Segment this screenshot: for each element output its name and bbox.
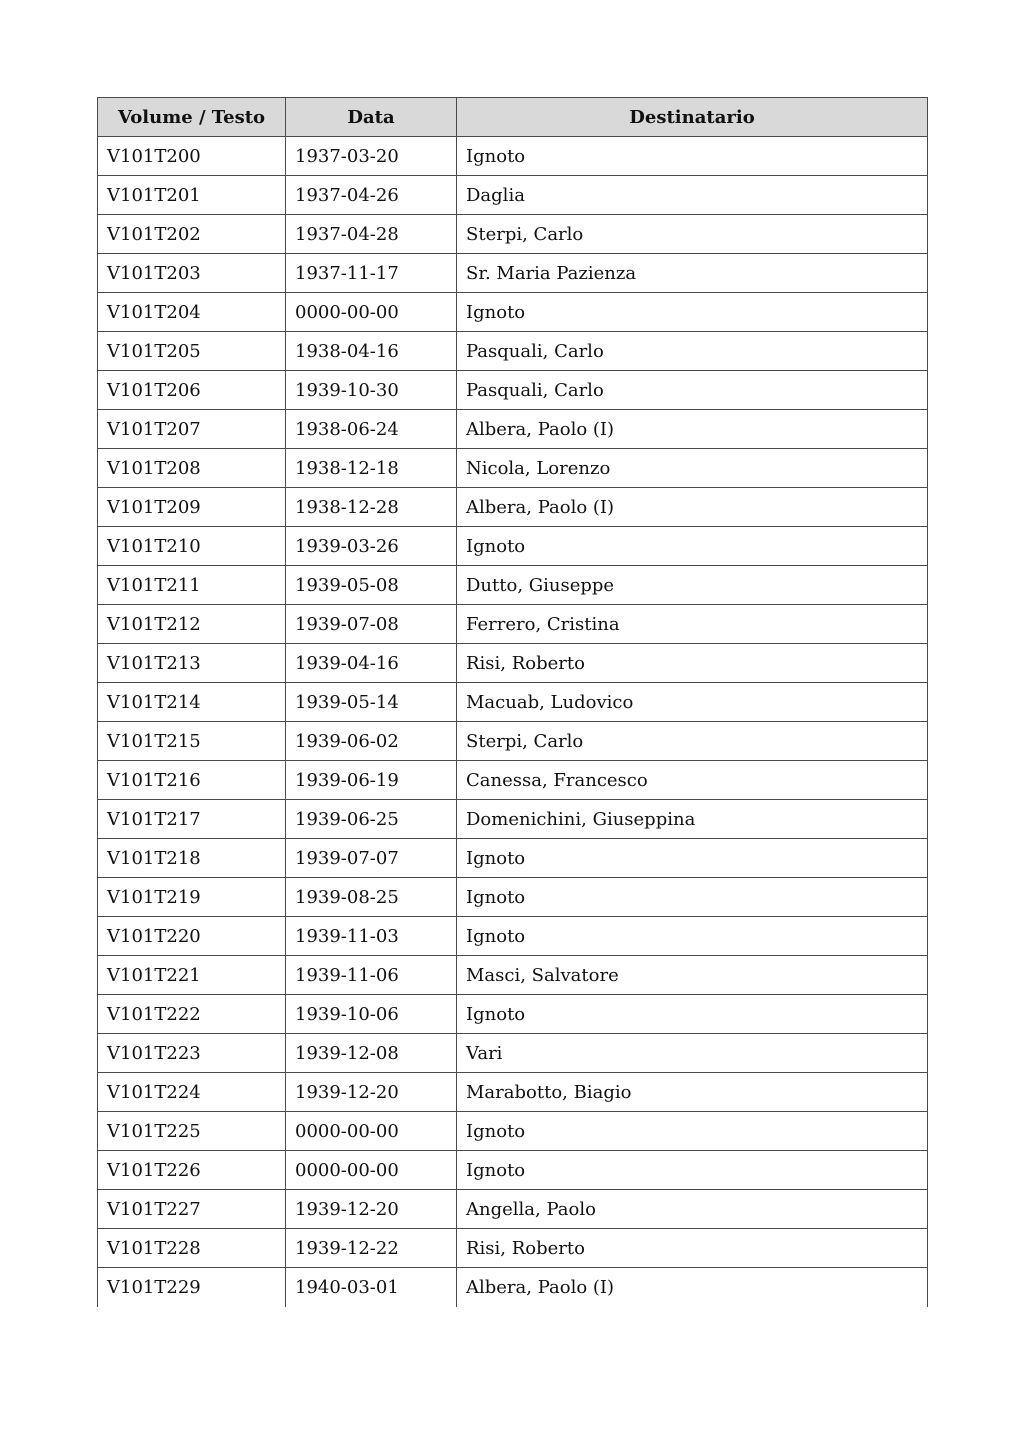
- table-row: [98, 1151, 928, 1190]
- cell-data: 1939-06-02: [286, 722, 457, 761]
- cell-volume-testo: V101T219: [98, 878, 286, 917]
- table-row: [98, 293, 928, 332]
- cell-destinatario: Nicola, Lorenzo: [457, 449, 928, 488]
- cell-data: 1937-04-28: [286, 215, 457, 254]
- cell-data: 0000-00-00: [286, 293, 457, 332]
- table-row: [98, 1190, 928, 1229]
- cell-volume-testo: V101T226: [98, 1151, 286, 1190]
- column-header-volume-testo: Volume / Testo: [98, 98, 286, 137]
- cell-destinatario: Pasquali, Carlo: [457, 332, 928, 371]
- cell-volume-testo: V101T207: [98, 410, 286, 449]
- cell-volume-testo: V101T209: [98, 488, 286, 527]
- cell-data: 1939-04-16: [286, 644, 457, 683]
- cell-destinatario: Ignoto: [457, 137, 928, 176]
- table-row: [98, 449, 928, 488]
- cell-destinatario: Pasquali, Carlo: [457, 371, 928, 410]
- column-header-destinatario: Destinatario: [457, 98, 928, 137]
- cell-data: 1938-12-18: [286, 449, 457, 488]
- cell-destinatario: Angella, Paolo: [457, 1190, 928, 1229]
- cell-volume-testo: V101T208: [98, 449, 286, 488]
- cell-data: 1937-04-26: [286, 176, 457, 215]
- table-row: [98, 527, 928, 566]
- cell-volume-testo: V101T201: [98, 176, 286, 215]
- document-page: [97, 97, 927, 1307]
- table-row: [98, 605, 928, 644]
- cell-destinatario: Daglia: [457, 176, 928, 215]
- cell-destinatario: Masci, Salvatore: [457, 956, 928, 995]
- cell-data: 1939-11-06: [286, 956, 457, 995]
- cell-volume-testo: V101T215: [98, 722, 286, 761]
- cell-destinatario: Albera, Paolo (I): [457, 410, 928, 449]
- cell-data: 1938-06-24: [286, 410, 457, 449]
- table-row: [98, 1268, 928, 1307]
- table-row: [98, 761, 928, 800]
- cell-data: 1939-12-08: [286, 1034, 457, 1073]
- table-row: [98, 800, 928, 839]
- cell-data: 1939-05-14: [286, 683, 457, 722]
- table-row: [98, 1073, 928, 1112]
- cell-data: 1939-07-07: [286, 839, 457, 878]
- cell-data: 1937-11-17: [286, 254, 457, 293]
- cell-destinatario: Albera, Paolo (I): [457, 1268, 928, 1307]
- table-header-row: [98, 98, 928, 137]
- cell-destinatario: Dutto, Giuseppe: [457, 566, 928, 605]
- cell-volume-testo: V101T202: [98, 215, 286, 254]
- table-row: [98, 566, 928, 605]
- cell-destinatario: Risi, Roberto: [457, 1229, 928, 1268]
- table-row: [98, 1034, 928, 1073]
- cell-volume-testo: V101T200: [98, 137, 286, 176]
- cell-destinatario: Ferrero, Cristina: [457, 605, 928, 644]
- cell-volume-testo: V101T211: [98, 566, 286, 605]
- cell-destinatario: Ignoto: [457, 917, 928, 956]
- cell-volume-testo: V101T204: [98, 293, 286, 332]
- cell-volume-testo: V101T229: [98, 1268, 286, 1307]
- table-row: [98, 956, 928, 995]
- cell-destinatario: Ignoto: [457, 293, 928, 332]
- cell-destinatario: Marabotto, Biagio: [457, 1073, 928, 1112]
- cell-data: 1939-12-20: [286, 1190, 457, 1229]
- table-row: [98, 1229, 928, 1268]
- cell-volume-testo: V101T205: [98, 332, 286, 371]
- table-row: [98, 254, 928, 293]
- cell-destinatario: Sr. Maria Pazienza: [457, 254, 928, 293]
- cell-data: 1939-08-25: [286, 878, 457, 917]
- cell-volume-testo: V101T206: [98, 371, 286, 410]
- cell-data: 1939-06-19: [286, 761, 457, 800]
- table-row: [98, 176, 928, 215]
- cell-destinatario: Ignoto: [457, 1151, 928, 1190]
- cell-volume-testo: V101T217: [98, 800, 286, 839]
- cell-volume-testo: V101T220: [98, 917, 286, 956]
- table-row: [98, 839, 928, 878]
- cell-destinatario: Albera, Paolo (I): [457, 488, 928, 527]
- table-row: [98, 683, 928, 722]
- table-row: [98, 332, 928, 371]
- table-row: [98, 917, 928, 956]
- cell-data: 1939-07-08: [286, 605, 457, 644]
- table-row: [98, 722, 928, 761]
- cell-destinatario: Risi, Roberto: [457, 644, 928, 683]
- cell-volume-testo: V101T214: [98, 683, 286, 722]
- cell-volume-testo: V101T225: [98, 1112, 286, 1151]
- cell-data: 1939-03-26: [286, 527, 457, 566]
- cell-destinatario: Macuab, Ludovico: [457, 683, 928, 722]
- table-row: [98, 410, 928, 449]
- cell-destinatario: Ignoto: [457, 878, 928, 917]
- cell-destinatario: Sterpi, Carlo: [457, 215, 928, 254]
- cell-volume-testo: V101T213: [98, 644, 286, 683]
- cell-volume-testo: V101T218: [98, 839, 286, 878]
- cell-data: 1939-05-08: [286, 566, 457, 605]
- table-row: [98, 137, 928, 176]
- cell-volume-testo: V101T212: [98, 605, 286, 644]
- cell-data: 1938-12-28: [286, 488, 457, 527]
- letters-table: [97, 97, 928, 1307]
- cell-destinatario: Ignoto: [457, 839, 928, 878]
- table-row: [98, 488, 928, 527]
- cell-destinatario: Vari: [457, 1034, 928, 1073]
- table-row: [98, 995, 928, 1034]
- cell-data: 1937-03-20: [286, 137, 457, 176]
- cell-volume-testo: V101T210: [98, 527, 286, 566]
- table-body: [98, 137, 928, 1307]
- table-row: [98, 1112, 928, 1151]
- cell-destinatario: Sterpi, Carlo: [457, 722, 928, 761]
- cell-data: 1939-11-03: [286, 917, 457, 956]
- cell-destinatario: Ignoto: [457, 995, 928, 1034]
- cell-destinatario: Canessa, Francesco: [457, 761, 928, 800]
- cell-destinatario: Domenichini, Giuseppina: [457, 800, 928, 839]
- cell-data: 1939-12-22: [286, 1229, 457, 1268]
- cell-volume-testo: V101T224: [98, 1073, 286, 1112]
- table-row: [98, 371, 928, 410]
- cell-volume-testo: V101T203: [98, 254, 286, 293]
- cell-data: 1939-10-30: [286, 371, 457, 410]
- cell-data: 1939-10-06: [286, 995, 457, 1034]
- cell-volume-testo: V101T227: [98, 1190, 286, 1229]
- table-row: [98, 644, 928, 683]
- table-row: [98, 215, 928, 254]
- cell-data: 1939-12-20: [286, 1073, 457, 1112]
- cell-volume-testo: V101T222: [98, 995, 286, 1034]
- cell-data: 1938-04-16: [286, 332, 457, 371]
- cell-volume-testo: V101T216: [98, 761, 286, 800]
- cell-volume-testo: V101T228: [98, 1229, 286, 1268]
- cell-volume-testo: V101T221: [98, 956, 286, 995]
- cell-data: 1939-06-25: [286, 800, 457, 839]
- cell-destinatario: Ignoto: [457, 527, 928, 566]
- cell-data: 0000-00-00: [286, 1151, 457, 1190]
- table-row: [98, 878, 928, 917]
- cell-volume-testo: V101T223: [98, 1034, 286, 1073]
- cell-data: 1940-03-01: [286, 1268, 457, 1307]
- cell-destinatario: Ignoto: [457, 1112, 928, 1151]
- cell-data: 0000-00-00: [286, 1112, 457, 1151]
- column-header-data: Data: [286, 98, 457, 137]
